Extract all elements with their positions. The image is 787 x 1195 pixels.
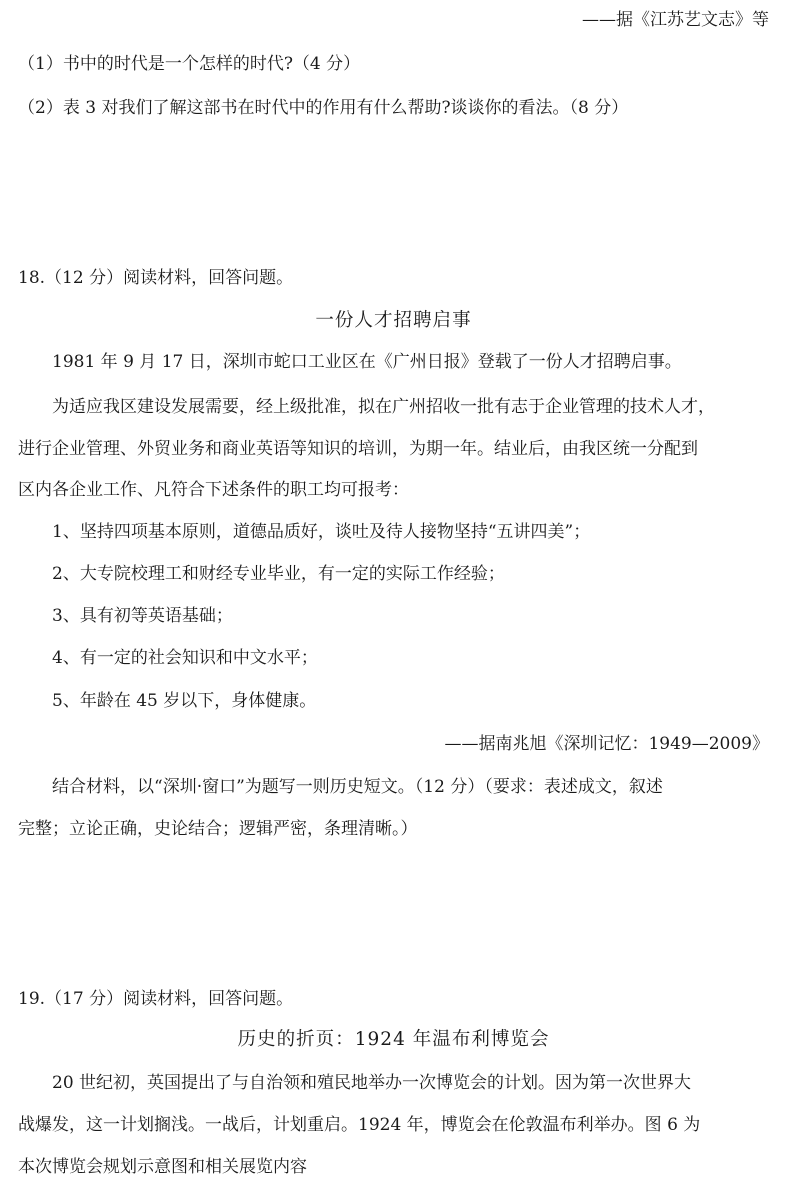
question-2: （2）表 3 对我们了解这部书在时代中的作用有什么帮助?谈谈你的看法。（8 分）	[18, 98, 629, 118]
q19-title: 历史的折页：1924 年温布利博览会	[237, 1029, 550, 1050]
q18-condition-item: 4、有一定的社会知识和中文水平；	[52, 648, 318, 668]
q18-paragraph-2-line-3: 区内各企业工作、凡符合下述条件的职工均可报考：	[18, 480, 409, 500]
q18-condition-item: 3、具有初等英语基础；	[52, 606, 233, 626]
q18-task-line-1: 结合材料，以“深圳·窗口”为题写一则历史短文。（12 分）（要求：表述成文，叙述	[52, 777, 663, 797]
q18-header: 18.（12 分）阅读材料，回答问题。	[18, 268, 294, 288]
question-1: （1）书中的时代是一个怎样的时代?（4 分）	[18, 54, 361, 74]
q18-paragraph-2-line-1: 为适应我区建设发展需要，经上级批准，拟在广州招收一批有志于企业管理的技术人才，	[52, 397, 715, 417]
q19-paragraph-line-2: 战爆发，这一计划搁浅。一战后，计划重启。1924 年，博览会在伦敦温布利举办。图 6 为	[18, 1115, 701, 1135]
q18-condition-item: 5、年龄在 45 岁以下，身体健康。	[52, 691, 317, 711]
q19-header: 19.（17 分）阅读材料，回答问题。	[18, 989, 294, 1009]
q18-title: 一份人才招聘启事	[315, 310, 472, 331]
q19-paragraph-line-1: 20 世纪初，英国提出了与自治领和殖民地举办一次博览会的计划。因为第一次世界大	[52, 1073, 692, 1093]
q18-source-citation: ——据南兆旭《深圳记忆：1949—2009》	[444, 734, 769, 754]
q18-paragraph-1: 1981 年 9 月 17 日，深圳市蛇口工业区在《广州日报》登载了一份人才招聘启事。	[52, 352, 682, 372]
q18-task-line-2: 完整；立论正确，史论结合；逻辑严密，条理清晰。）	[18, 819, 418, 839]
q19-paragraph-line-3: 本次博览会规划示意图和相关展览内容	[18, 1157, 307, 1177]
q18-paragraph-2-line-2: 进行企业管理、外贸业务和商业英语等知识的培训，为期一年。结业后，由我区统一分配到	[18, 439, 698, 459]
source-citation: ——据《江苏艺文志》等	[582, 10, 769, 30]
q18-condition-item: 2、大专院校理工和财经专业毕业，有一定的实际工作经验；	[52, 564, 505, 584]
q18-condition-item: 1、坚持四项基本原则，道德品质好，谈吐及待人接物坚持“五讲四美”；	[52, 522, 591, 542]
